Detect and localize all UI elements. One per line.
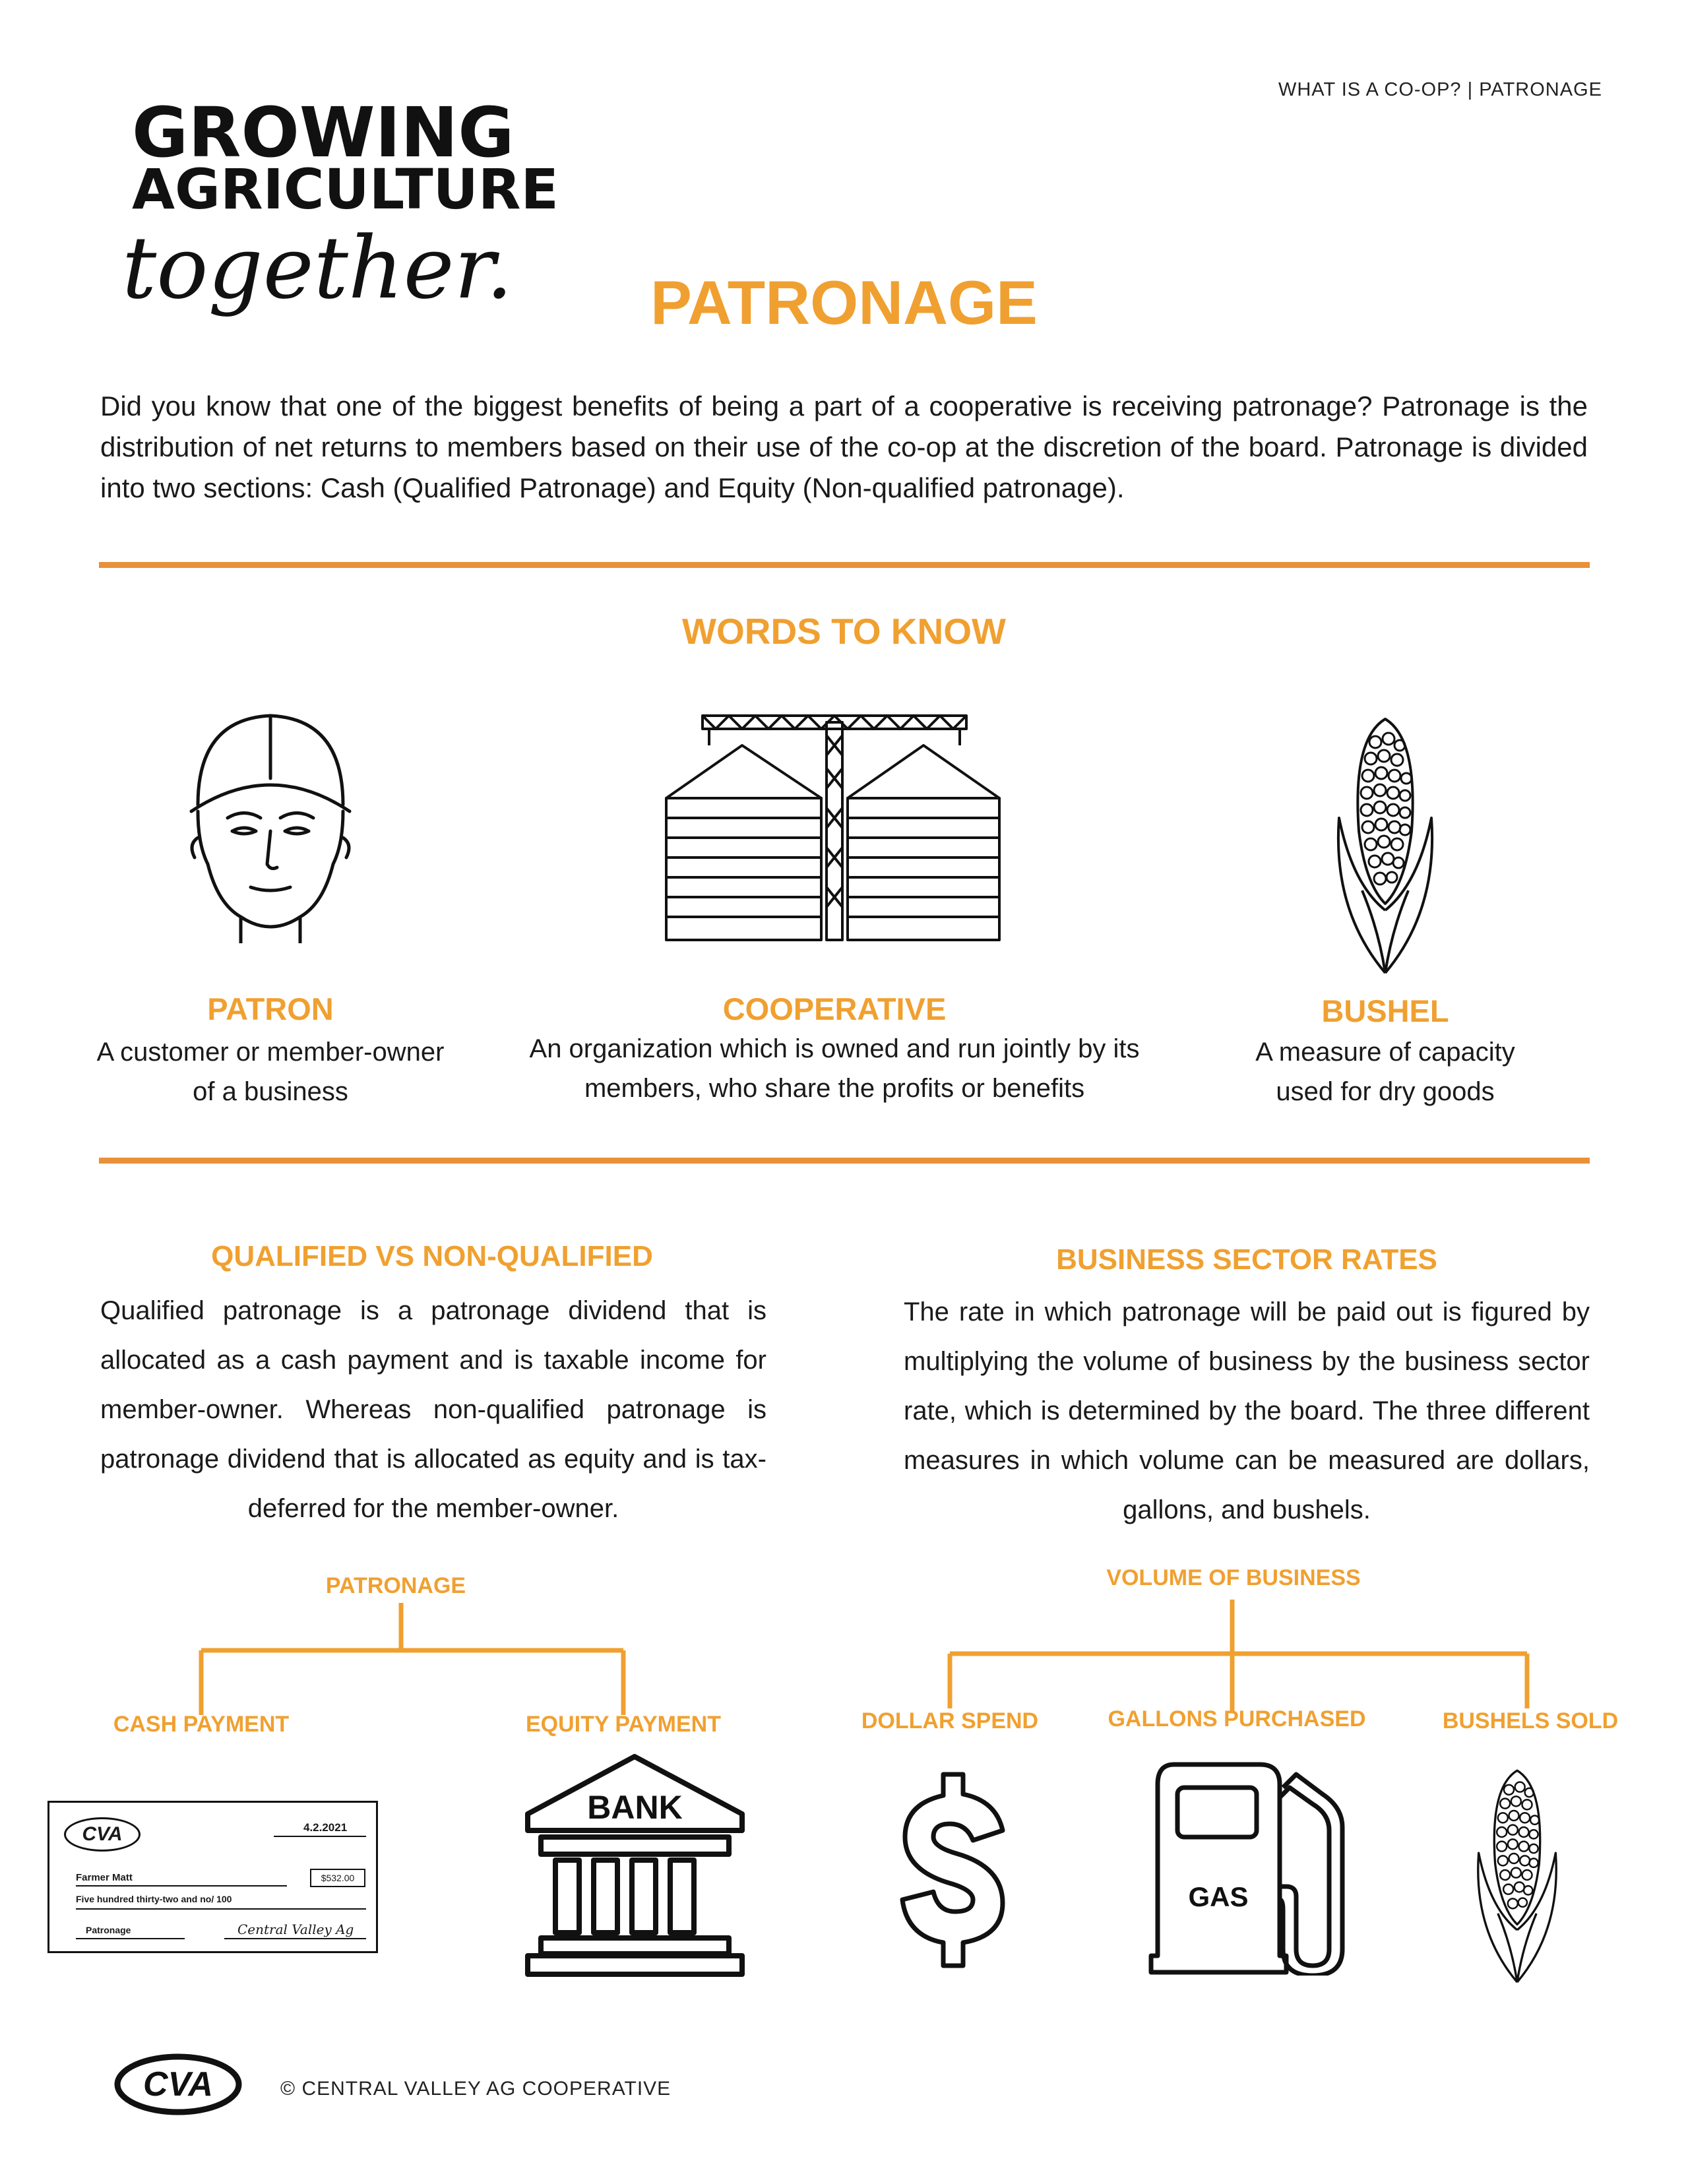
patronage-tree-lines <box>191 1603 640 1718</box>
corn-icon <box>1326 712 1445 976</box>
check-memo-line <box>76 1938 185 1939</box>
tree-cash-payment: CASH PAYMENT <box>113 1712 290 1737</box>
term-cooperative-def: An organization which is owned and run jointly by its members, who share the profits or benefits <box>529 1034 1140 1103</box>
logo-agriculture: AGRICULTURE <box>132 157 559 222</box>
words-to-know-title: WORDS TO KNOW <box>682 611 1006 652</box>
term-patron-title: PATRON <box>207 991 334 1026</box>
check-payee-line <box>76 1885 287 1887</box>
logo-growing: GROWING <box>132 92 515 173</box>
divider-middle <box>99 1158 1590 1164</box>
check-amount: $532.00 <box>310 1869 365 1887</box>
tree-equity-payment: EQUITY PAYMENT <box>526 1712 721 1737</box>
tree-patronage-root: PATRONAGE <box>325 1573 466 1598</box>
check-date: 4.2.2021 <box>303 1821 348 1834</box>
term-bushel-title: BUSHEL <box>1321 993 1449 1028</box>
bank-icon <box>521 1751 749 1979</box>
business-rates-text: The rate in which patronage will be paid out is figured by multiplying the volume of business by the business sector rate, which is determined by the board. The three different measures in which volume can be measured are dollars, gallons, and bushels. <box>904 1297 1590 1524</box>
divider-top <box>99 562 1590 568</box>
tree-volume-root: VOLUME OF BUSINESS <box>1106 1565 1361 1590</box>
check-signature-line <box>224 1938 366 1939</box>
dollar-sign-icon <box>897 1768 1009 1972</box>
intro-paragraph: Did you know that one of the biggest benefits of being a part of a cooperative is receiving patronage? Patronage is the distribution of net returns to members based on their use of the co-op at the discretion of the board. Patronage is divided into two sections: Cash (Qualified Patronage) and Equity (Non-qualified patronage). <box>100 390 1588 503</box>
check-signature: Central Valley Ag <box>237 1921 354 1937</box>
corn-icon <box>1468 1764 1567 1985</box>
gas-pump-icon <box>1148 1758 1346 1976</box>
tree-dollar-spend: DOLLAR SPEND <box>861 1708 1039 1733</box>
tree-bushels-sold: BUSHELS SOLD <box>1442 1708 1619 1733</box>
business-rates-title: BUSINESS SECTOR RATES <box>1056 1243 1437 1276</box>
svg-text:CVA: CVA <box>143 2065 213 2104</box>
grain-bins-icon <box>663 709 1006 947</box>
header-tag: WHAT IS A CO-OP? | PATRONAGE <box>1278 79 1602 100</box>
check-amount-words: Five hundred thirty-two and no/ 100 <box>76 1894 232 1904</box>
check-cva-logo: CVA <box>64 1817 141 1852</box>
patronage-check <box>47 1801 378 1953</box>
gas-label: GAS <box>1188 1881 1249 1912</box>
check-memo: Patronage <box>86 1925 131 1935</box>
volume-tree-lines <box>937 1600 1544 1712</box>
term-bushel-def: A measure of capacity used for dry goods <box>1255 1038 1515 1106</box>
farmer-face-icon <box>178 706 363 943</box>
footer-copyright: © CENTRAL VALLEY AG COOPERATIVE <box>280 2078 672 2100</box>
check-amount-line <box>76 1908 366 1910</box>
cva-footer-logo <box>112 2048 244 2121</box>
qualified-title: QUALIFIED VS NON-QUALIFIED <box>211 1240 653 1272</box>
term-cooperative-title: COOPERATIVE <box>722 991 947 1026</box>
qualified-text: Qualified patronage is a patronage dividend that is allocated as a cash payment and is taxable income for member-owner. Whereas non-qualified patronage is patronage dividend that is allocated as equity and is tax-deferred for the member-owner. <box>100 1296 766 1523</box>
logo-together: together. <box>122 218 513 318</box>
tree-gallons-purchased: GALLONS PURCHASED <box>1108 1706 1366 1732</box>
bank-label: BANK <box>587 1789 683 1826</box>
page-title: PATRONAGE <box>650 268 1038 337</box>
term-patron-def: A customer or member-owner of a business <box>96 1038 445 1106</box>
check-payee: Farmer Matt <box>76 1872 133 1883</box>
check-date-line <box>274 1836 366 1837</box>
